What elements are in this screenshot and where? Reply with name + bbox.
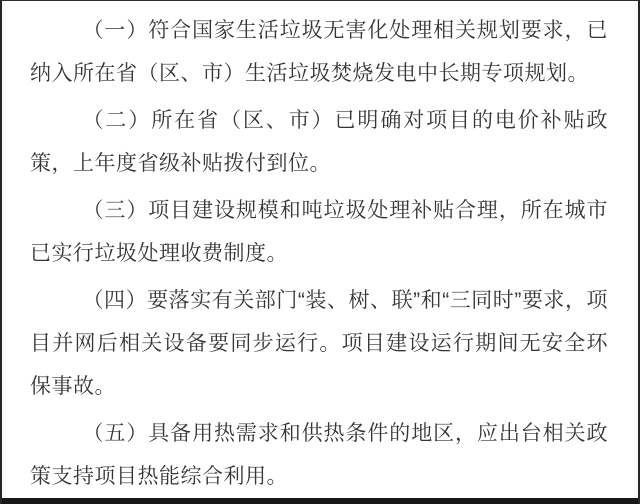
paragraph-item-1: （一）符合国家生活垃圾无害化处理相关规划要求，已纳入所在省（区、市）生活垃圾焚烧发电中长期专项规划。	[30, 19, 608, 85]
document-body	[2, 1, 638, 498]
paragraph-item-2: （二）所在省（区、市）已明确对项目的电价补贴政策，上年度省级补贴拨付到位。	[30, 109, 608, 175]
bottom-border-bar	[2, 498, 638, 504]
paragraph-item-4: （四）要落实有关部门“装、树、联”和“三同时”要求，项目并网后相关设备要同步运行。项目建设运行期间无安全环保事故。	[30, 289, 608, 398]
paragraph-item-3: （三）项目建设规模和吨垃圾处理补贴合理，所在城市已实行垃圾处理收费制度。	[30, 199, 608, 265]
paragraph-item-5: （五）具备用热需求和供热条件的地区，应出台相关政策支持项目热能综合利用。	[30, 422, 608, 488]
